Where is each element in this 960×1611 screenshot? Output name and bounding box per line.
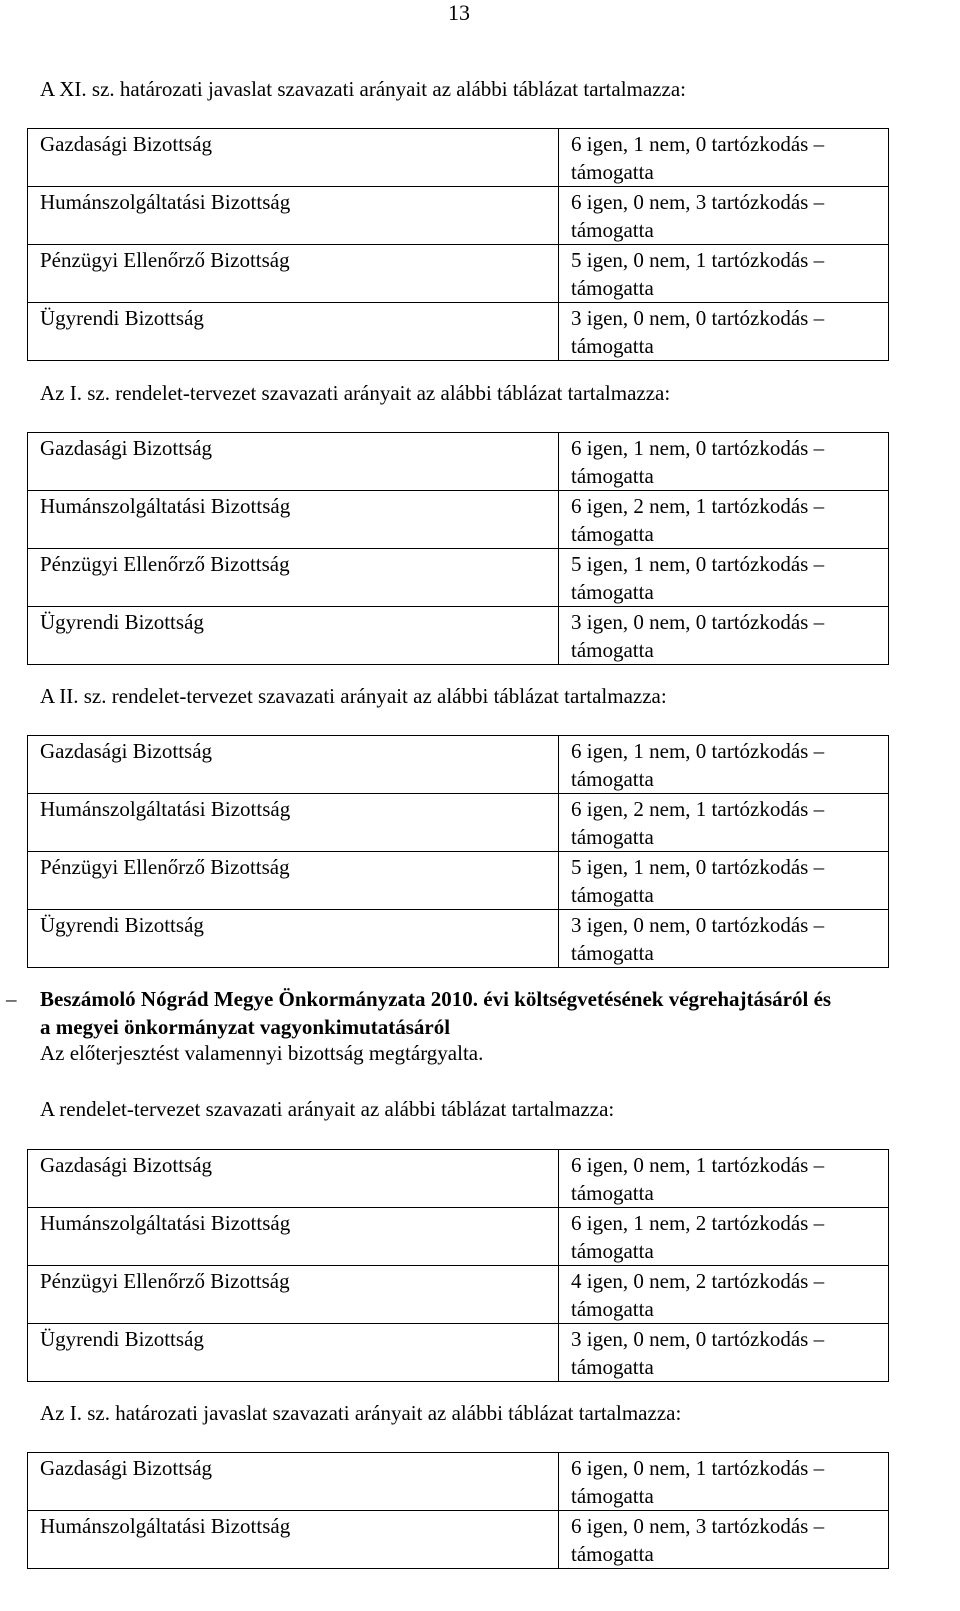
vote-counts: 3 igen, 0 nem, 0 tartózkodás – (571, 610, 825, 634)
vote-counts: 6 igen, 1 nem, 2 tartózkodás – (571, 1211, 825, 1235)
table-intro: A rendelet-tervezet szavazati arányait az alábbi táblázat tartalmazza: (40, 1097, 615, 1121)
table-row (28, 1324, 889, 1382)
vote-outcome: támogatta (571, 1355, 654, 1379)
table-row (28, 549, 889, 607)
table-row (28, 129, 889, 187)
table-row (28, 607, 889, 665)
committee-cell: Pénzügyi Ellenőrző Bizottság (28, 852, 559, 910)
result-cell (559, 794, 889, 852)
vote-outcome: támogatta (571, 334, 654, 358)
vote-counts: 6 igen, 1 nem, 0 tartózkodás – (571, 739, 825, 763)
result-cell (559, 1266, 889, 1324)
table-intro: Az I. sz. rendelet-tervezet szavazati arányait az alábbi táblázat tartalmazza: (40, 381, 671, 405)
section-title-line2: a megyei önkormányzat vagyonkimutatásáról (40, 1015, 451, 1039)
committee-cell: Humánszolgáltatási Bizottság (28, 491, 559, 549)
committee-cell: Humánszolgáltatási Bizottság (28, 187, 559, 245)
vote-outcome: támogatta (571, 160, 654, 184)
vote-table (27, 128, 889, 361)
vote-counts: 6 igen, 1 nem, 0 tartózkodás – (571, 436, 825, 460)
table-row (28, 1266, 889, 1324)
vote-outcome: támogatta (571, 580, 654, 604)
committee-cell: Pénzügyi Ellenőrző Bizottság (28, 245, 559, 303)
table-row (28, 794, 889, 852)
vote-table (27, 1452, 889, 1569)
table-row (28, 187, 889, 245)
result-cell (559, 303, 889, 361)
result-cell (559, 852, 889, 910)
result-cell (559, 736, 889, 794)
vote-counts: 6 igen, 0 nem, 3 tartózkodás – (571, 1514, 825, 1538)
vote-outcome: támogatta (571, 1297, 654, 1321)
vote-outcome: támogatta (571, 464, 654, 488)
vote-counts: 3 igen, 0 nem, 0 tartózkodás – (571, 306, 825, 330)
committee-cell: Ügyrendi Bizottság (28, 910, 559, 968)
result-cell (559, 1453, 889, 1511)
vote-outcome: támogatta (571, 638, 654, 662)
committee-cell: Humánszolgáltatási Bizottság (28, 794, 559, 852)
vote-table (27, 432, 889, 665)
result-cell (559, 491, 889, 549)
table-row (28, 852, 889, 910)
page-number: 13 (448, 0, 470, 25)
result-cell (559, 1511, 889, 1569)
vote-counts: 5 igen, 1 nem, 0 tartózkodás – (571, 855, 825, 879)
table-row (28, 1453, 889, 1511)
committee-cell: Humánszolgáltatási Bizottság (28, 1208, 559, 1266)
vote-table (27, 735, 889, 968)
table-row (28, 433, 889, 491)
vote-counts: 3 igen, 0 nem, 0 tartózkodás – (571, 1327, 825, 1351)
committee-cell: Gazdasági Bizottság (28, 433, 559, 491)
committee-cell: Gazdasági Bizottság (28, 1453, 559, 1511)
result-cell (559, 549, 889, 607)
committee-cell: Gazdasági Bizottság (28, 1150, 559, 1208)
vote-outcome: támogatta (571, 825, 654, 849)
table-row (28, 1208, 889, 1266)
vote-table (27, 1149, 889, 1382)
committee-cell: Ügyrendi Bizottság (28, 303, 559, 361)
committee-cell: Pénzügyi Ellenőrző Bizottság (28, 1266, 559, 1324)
section-title-line1: Beszámoló Nógrád Megye Önkormányzata 2010. évi költségvetésének végrehajtásáról és (40, 987, 832, 1011)
result-cell (559, 1150, 889, 1208)
vote-counts: 6 igen, 0 nem, 3 tartózkodás – (571, 190, 825, 214)
table-row (28, 910, 889, 968)
table-intro: A II. sz. rendelet-tervezet szavazati arányait az alábbi táblázat tartalmazza: (40, 684, 667, 708)
committee-cell: Humánszolgáltatási Bizottság (28, 1511, 559, 1569)
vote-counts: 5 igen, 1 nem, 0 tartózkodás – (571, 552, 825, 576)
vote-outcome: támogatta (571, 1484, 654, 1508)
committee-cell: Gazdasági Bizottság (28, 129, 559, 187)
vote-outcome: támogatta (571, 883, 654, 907)
vote-outcome: támogatta (571, 276, 654, 300)
vote-outcome: támogatta (571, 1181, 654, 1205)
vote-counts: 5 igen, 0 nem, 1 tartózkodás – (571, 248, 825, 272)
vote-outcome: támogatta (571, 218, 654, 242)
bullet-dash: – (6, 987, 17, 1011)
table-row (28, 1150, 889, 1208)
committee-cell: Ügyrendi Bizottság (28, 607, 559, 665)
vote-counts: 6 igen, 0 nem, 1 tartózkodás – (571, 1153, 825, 1177)
table-row (28, 1511, 889, 1569)
result-cell (559, 1324, 889, 1382)
result-cell (559, 910, 889, 968)
committee-cell: Pénzügyi Ellenőrző Bizottság (28, 549, 559, 607)
vote-outcome: támogatta (571, 522, 654, 546)
result-cell (559, 129, 889, 187)
vote-outcome: támogatta (571, 941, 654, 965)
table-row (28, 245, 889, 303)
vote-counts: 4 igen, 0 nem, 2 tartózkodás – (571, 1269, 825, 1293)
result-cell (559, 245, 889, 303)
table-intro: Az I. sz. határozati javaslat szavazati arányait az alábbi táblázat tartalmazza: (40, 1401, 682, 1425)
vote-counts: 6 igen, 1 nem, 0 tartózkodás – (571, 132, 825, 156)
section-note: Az előterjesztést valamennyi bizottság megtárgyalta. (40, 1041, 484, 1065)
table-intro: A XI. sz. határozati javaslat szavazati arányait az alábbi táblázat tartalmazza: (40, 77, 686, 101)
committee-cell: Ügyrendi Bizottság (28, 1324, 559, 1382)
result-cell (559, 1208, 889, 1266)
vote-outcome: támogatta (571, 1542, 654, 1566)
result-cell (559, 187, 889, 245)
committee-cell: Gazdasági Bizottság (28, 736, 559, 794)
vote-counts: 6 igen, 2 nem, 1 tartózkodás – (571, 494, 825, 518)
table-row (28, 491, 889, 549)
vote-counts: 3 igen, 0 nem, 0 tartózkodás – (571, 913, 825, 937)
vote-outcome: támogatta (571, 1239, 654, 1263)
vote-outcome: támogatta (571, 767, 654, 791)
vote-counts: 6 igen, 2 nem, 1 tartózkodás – (571, 797, 825, 821)
result-cell (559, 433, 889, 491)
result-cell (559, 607, 889, 665)
table-row (28, 736, 889, 794)
table-row (28, 303, 889, 361)
vote-counts: 6 igen, 0 nem, 1 tartózkodás – (571, 1456, 825, 1480)
